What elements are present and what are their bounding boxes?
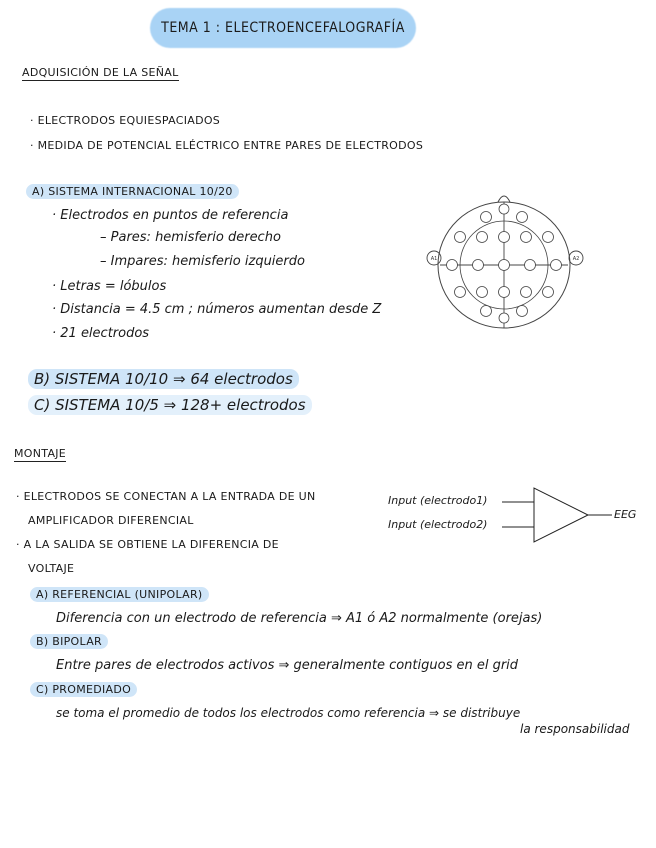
sistema-105: C) SISTEMA 10/5 ⇒ 128+ electrodos [28,395,312,415]
bullet-equiespaciados: · ELECTRODOS EQUIESPACIADOS [30,114,221,127]
amp-input-2: Input (electrodo2) [388,518,488,531]
bullet-conectan: · ELECTRODOS SE CONECTAN A LA ENTRADA DE UN [16,490,316,503]
bullet-voltaje: VOLTAJE [28,562,75,575]
section-heading-adquisicion: ADQUISICIÓN DE LA SEÑAL [22,66,179,79]
line-21-electrodos: · 21 electrodos [52,326,150,341]
line-letras: · Letras = lóbulos [52,279,167,294]
bullet-medida: · MEDIDA DE POTENCIAL ELÉCTRICO ENTRE PARES DE ELECTRODOS [30,139,424,152]
text-promediado-2: la responsabilidad [520,722,630,736]
line-pares: – Pares: hemisferio derecho [100,230,281,245]
bullet-amplificador: AMPLIFICADOR DIFERENCIAL [28,514,194,527]
ear-label-a2: A2 [572,256,580,262]
amplifier-symbol [500,484,616,546]
amp-input-1: Input (electrodo1) [388,494,488,507]
line-impares: – Impares: hemisferio izquierdo [100,254,305,269]
page-title: TEMA 1 : ELECTROENCEFALOGRAFÍA [161,20,405,36]
text-promediado: se toma el promedio de todos los electrodos como referencia ⇒ se distribuye [56,706,521,720]
ear-label-a1: A1 [430,256,438,262]
label-referencial: A) REFERENCIAL (UNIPOLAR) [30,587,209,602]
label-bipolar: B) BIPOLAR [30,634,108,649]
sistema-1010: B) SISTEMA 10/10 ⇒ 64 electrodos [28,369,299,389]
section-heading-montaje: MONTAJE [14,447,67,460]
line-distancia: · Distancia = 4.5 cm ; números aumentan desde Z [52,302,382,317]
line-puntos-referencia: · Electrodos en puntos de referencia [52,208,289,223]
electrode-diagram [422,188,590,334]
label-promediado: C) PROMEDIADO [30,682,137,697]
text-bipolar: Entre pares de electrodos activos ⇒ generalmente contiguos en el grid [56,658,519,673]
text-referencial: Diferencia con un electrodo de referencia ⇒ A1 ó A2 normalmente (orejas) [56,611,543,626]
subheading-sistema-1020: A) SISTEMA INTERNACIONAL 10/20 [26,184,239,199]
amp-output-eeg: EEG [614,508,637,521]
bullet-salida: · A LA SALIDA SE OBTIENE LA DIFERENCIA DE [16,538,279,551]
